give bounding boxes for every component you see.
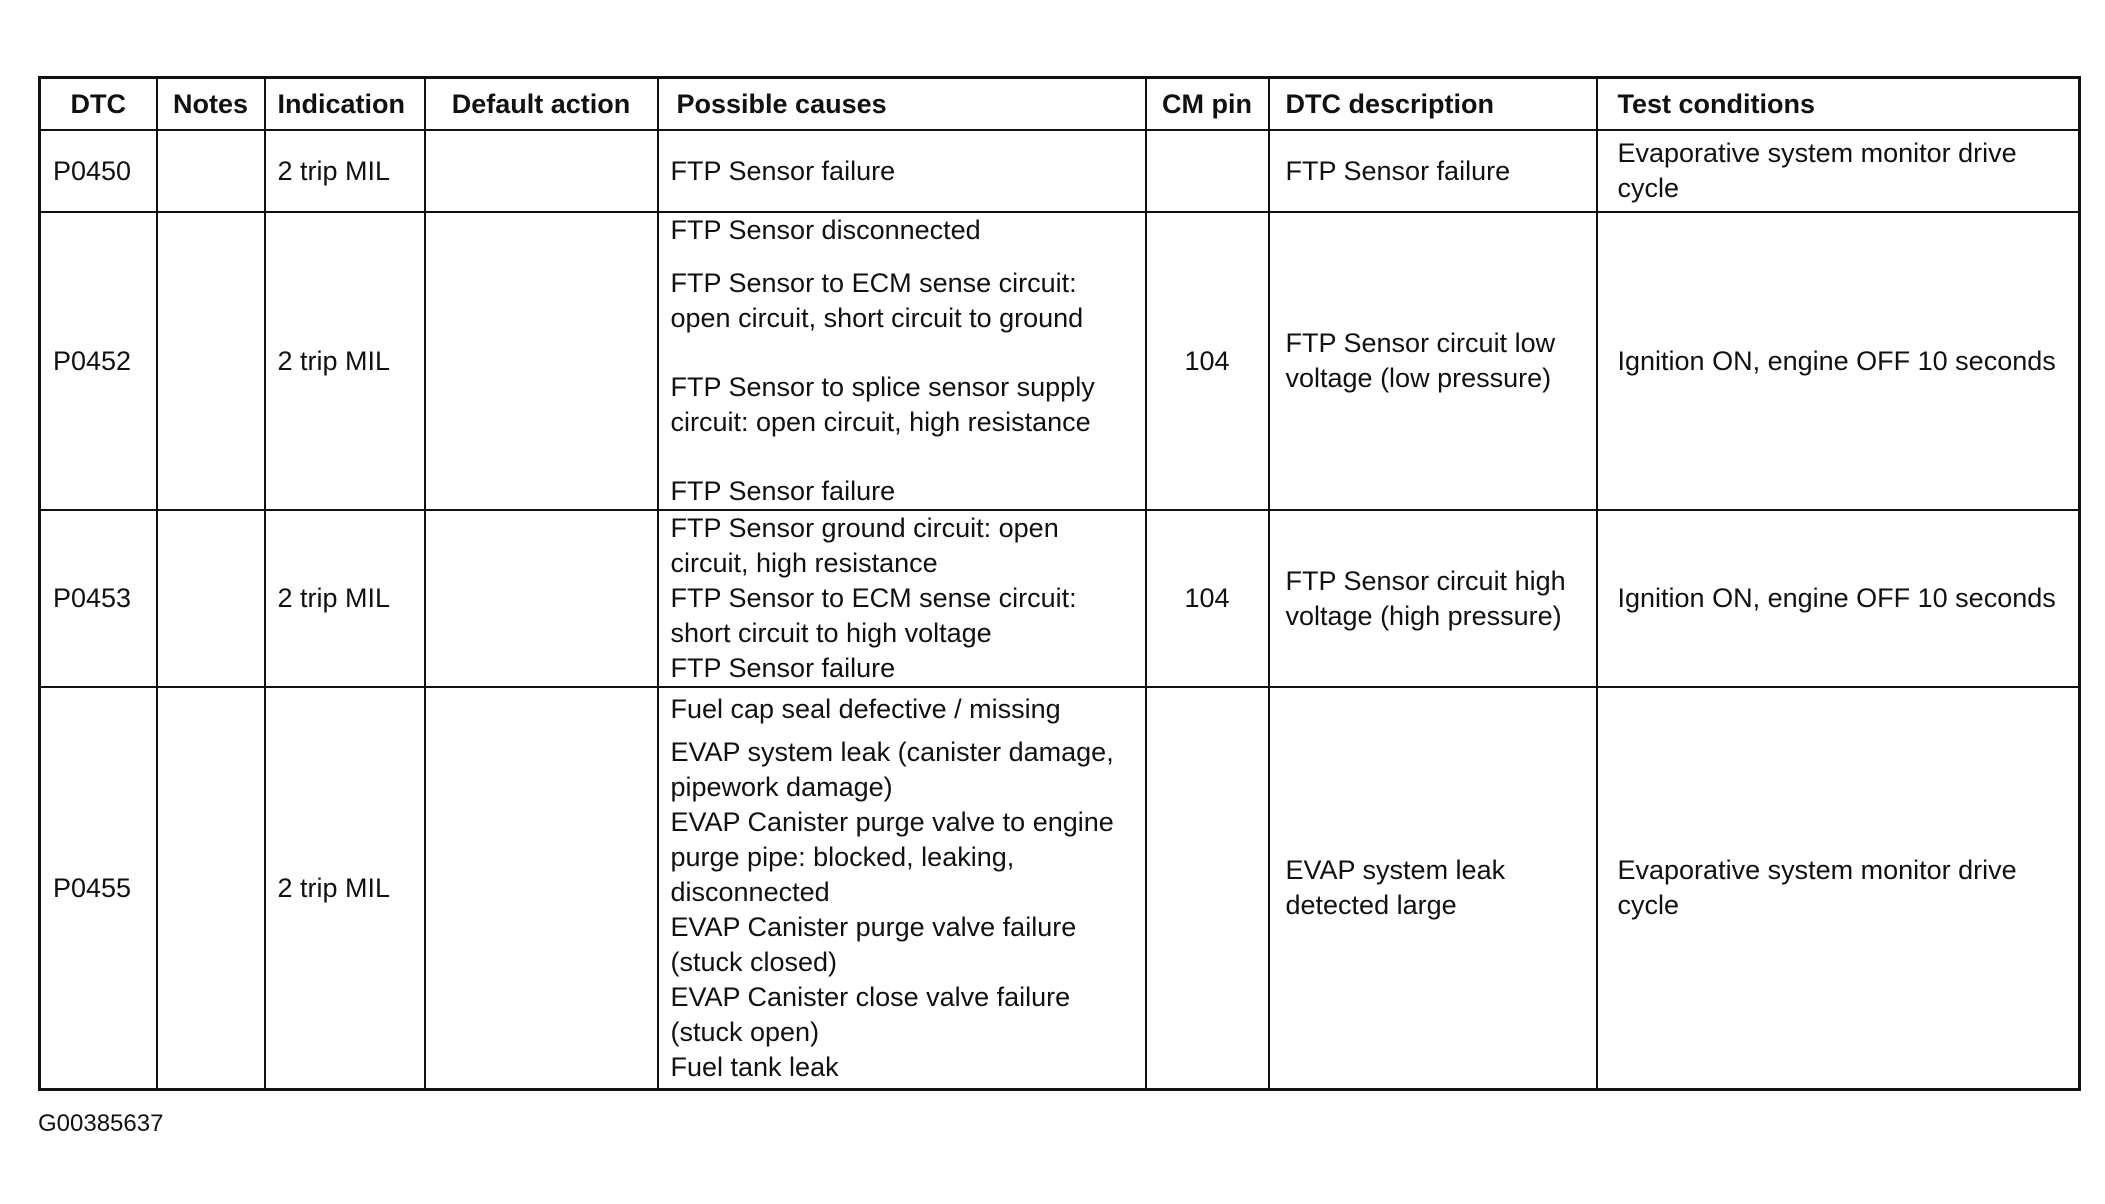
cell-notes	[157, 687, 265, 1090]
cell-cm-pin	[1146, 687, 1269, 1090]
cell-dtc: P0455	[40, 687, 157, 1090]
cell-test-conditions: Evaporative system monitor drive cycle	[1597, 130, 2080, 212]
dtc-table	[38, 76, 2081, 1091]
header-default-action: Default action	[425, 78, 658, 131]
cell-default-action	[425, 130, 658, 212]
header-dtc-description: DTC description	[1269, 78, 1597, 131]
cell-dtc-description: FTP Sensor circuit low voltage (low pressure)	[1269, 212, 1597, 510]
cell-notes	[157, 212, 265, 510]
header-test-conditions: Test conditions	[1597, 78, 2080, 131]
cell-cm-pin: 104	[1146, 212, 1269, 510]
table-row	[40, 687, 2080, 1090]
table-row	[40, 130, 2080, 212]
cause-item: FTP Sensor disconnected	[670, 215, 981, 245]
cause-item: FTP Sensor to ECM sense circuit: open circuit, short circuit to ground	[670, 268, 1084, 333]
header-row	[40, 78, 2080, 131]
cause-item: EVAP Canister purge valve failure (stuck closed)	[670, 911, 1077, 977]
header-dtc: DTC	[40, 78, 157, 131]
header-indication: Indication	[265, 78, 425, 131]
cell-dtc: P0450	[40, 130, 157, 212]
header-cm-pin: CM pin	[1146, 78, 1269, 131]
cell-test-conditions: Ignition ON, engine OFF 10 seconds	[1597, 212, 2080, 510]
cause-item: FTP Sensor failure	[670, 653, 896, 683]
cell-notes	[157, 510, 265, 687]
cell-default-action	[425, 510, 658, 687]
cause-item: FTP Sensor failure	[670, 155, 896, 186]
cell-dtc: P0452	[40, 212, 157, 510]
cause-item: FTP Sensor failure	[670, 476, 896, 506]
cell-possible-causes	[658, 212, 1146, 510]
header-possible-causes: Possible causes	[658, 78, 1146, 131]
figure-id: G00385637	[38, 1110, 164, 1137]
cell-possible-causes	[658, 687, 1146, 1090]
cause-item: FTP Sensor to ECM sense circuit: short circuit to high voltage	[670, 583, 1077, 648]
cell-notes	[157, 130, 265, 212]
cell-indication: 2 trip MIL	[265, 212, 425, 510]
cell-possible-causes	[658, 130, 1146, 212]
cell-test-conditions: Evaporative system monitor drive cycle	[1597, 687, 2080, 1090]
cause-item: FTP Sensor ground circuit: open circuit, high resistance	[670, 513, 1059, 578]
cause-item: FTP Sensor to splice sensor supply circuit: open circuit, high resistance	[670, 372, 1095, 437]
cell-test-conditions: Ignition ON, engine OFF 10 seconds	[1597, 510, 2080, 687]
cell-possible-causes	[658, 510, 1146, 687]
cell-indication: 2 trip MIL	[265, 130, 425, 212]
cause-item: Fuel tank leak	[670, 1051, 839, 1082]
cell-indication: 2 trip MIL	[265, 687, 425, 1090]
cause-item: EVAP system leak (canister damage, pipework damage)	[670, 736, 1114, 802]
cell-indication: 2 trip MIL	[265, 510, 425, 687]
table-row	[40, 510, 2080, 687]
cell-dtc: P0453	[40, 510, 157, 687]
cell-cm-pin: 104	[1146, 510, 1269, 687]
header-notes: Notes	[157, 78, 265, 131]
cell-dtc-description: FTP Sensor failure	[1269, 130, 1597, 212]
table-row	[40, 212, 2080, 510]
cell-default-action	[425, 687, 658, 1090]
cell-dtc-description: EVAP system leak detected large	[1269, 687, 1597, 1090]
cell-dtc-description: FTP Sensor circuit high voltage (high pressure)	[1269, 510, 1597, 687]
cause-item: EVAP Canister close valve failure (stuck open)	[670, 981, 1071, 1047]
cell-cm-pin	[1146, 130, 1269, 212]
cell-default-action	[425, 212, 658, 510]
cause-item: Fuel cap seal defective / missing	[670, 693, 1061, 724]
cause-item: EVAP Canister purge valve to engine purge pipe: blocked, leaking, disconnected	[670, 806, 1114, 907]
